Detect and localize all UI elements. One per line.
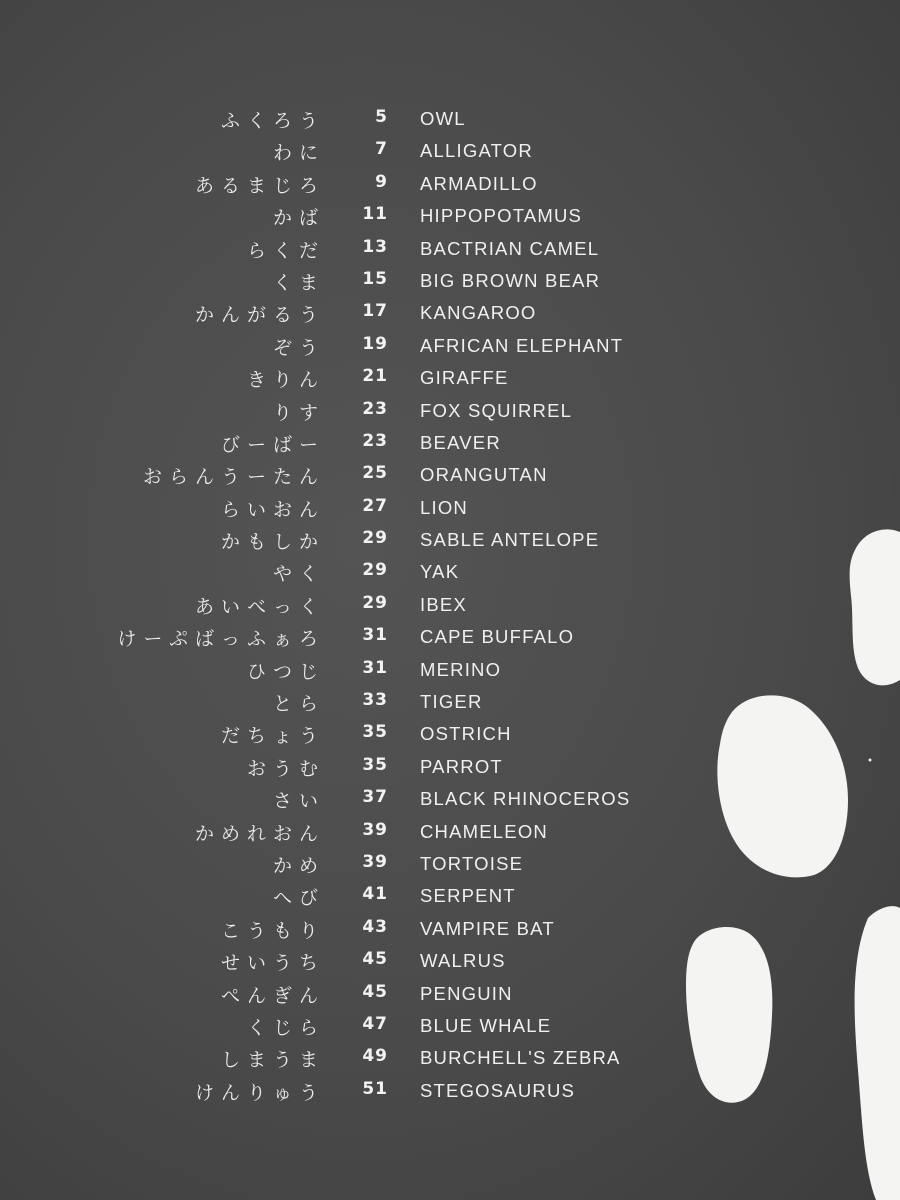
- toc-entry-english-name: BURCHELL'S ZEBRA: [420, 1047, 621, 1069]
- toc-entry-english-name: BACTRIAN CAMEL: [420, 237, 600, 259]
- toc-entry-page-number: 45: [362, 949, 388, 970]
- toc-entry-english-name: BIG BROWN BEAR: [420, 269, 601, 291]
- toc-entry-japanese-name: りす: [272, 401, 325, 424]
- toc-entry-english-name: FOX SQUIRREL: [420, 399, 573, 421]
- toc-entry-english-name: BLACK RHINOCEROS: [420, 788, 631, 810]
- toc-entry-english-name: TIGER: [420, 691, 483, 713]
- toc-entry-english-name: IBEX: [420, 593, 467, 615]
- toc-entry-english-name: KANGAROO: [420, 302, 537, 324]
- toc-entry-page-number: 35: [362, 722, 388, 743]
- toc-entry-japanese-name: かもしか: [220, 531, 325, 554]
- toc-entry-english-name: YAK: [420, 561, 460, 583]
- toc-entry-japanese-name: あいべっく: [194, 595, 325, 618]
- toc-entry-page-number: 31: [362, 625, 388, 646]
- toc-entry-english-name: ORANGUTAN: [420, 464, 548, 486]
- toc-entry-english-name: PENGUIN: [420, 982, 513, 1004]
- paw-speck: [869, 759, 872, 762]
- toc-entry-english-name: LION: [420, 496, 468, 518]
- toc-entry-page-number: 15: [362, 268, 388, 289]
- toc-entry-page-number: 39: [362, 819, 388, 840]
- toc-entry-page-number: 33: [362, 690, 388, 711]
- toc-entry-english-name: ARMADILLO: [420, 172, 538, 194]
- toc-entry-page-number: 43: [362, 916, 388, 937]
- toc-entry-page-number: 37: [362, 787, 388, 808]
- toc-entry-page-number: 9: [375, 171, 388, 192]
- toc-entry-english-name: OSTRICH: [420, 723, 512, 745]
- toc-entry-page-number: 35: [362, 754, 388, 775]
- toc-entry-japanese-name: おらんうーたん: [142, 466, 325, 489]
- toc-entry-japanese-name: くじら: [246, 1016, 325, 1039]
- toc-entry-page-number: 13: [362, 236, 388, 257]
- toc-entry-japanese-name: かんがるう: [194, 304, 325, 327]
- toc-entry-page-number: 21: [362, 366, 388, 387]
- toc-entry-japanese-name: けんりゅう: [194, 1081, 325, 1104]
- toc-entry-english-name: MERINO: [420, 658, 502, 680]
- toc-entry-page-number: 47: [362, 1013, 388, 1034]
- toc-entry-english-name: ALLIGATOR: [420, 140, 533, 162]
- toc-entry-page-number: 5: [375, 107, 388, 127]
- toc-entry-japanese-name: かめ: [272, 854, 325, 877]
- toc-entry-japanese-name: こうもり: [220, 919, 325, 942]
- toc-entry-english-name: BEAVER: [420, 431, 501, 453]
- toc-entry-japanese-name: ぺんぎん: [220, 984, 325, 1007]
- toc-entry-page-number: 39: [362, 851, 388, 872]
- toc-entry-japanese-name: せいうち: [220, 952, 325, 975]
- toc-entry-japanese-name: だちょう: [220, 725, 325, 748]
- toc-entry-japanese-name: かめれおん: [194, 822, 325, 845]
- toc-entry-page-number: 29: [362, 560, 388, 581]
- toc-entry-english-name: SABLE ANTELOPE: [420, 529, 600, 551]
- toc-entry-english-name: WALRUS: [420, 950, 506, 972]
- toc-entry-japanese-name: ふくろう: [220, 110, 325, 132]
- toc-entry-japanese-name: しまうま: [220, 1049, 325, 1072]
- toc-entry-japanese-name: らいおん: [220, 498, 325, 521]
- toc-entry-page-number: 49: [362, 1046, 388, 1067]
- toc-entry-page-number: 23: [362, 430, 388, 451]
- toc-entry-page-number: 19: [362, 333, 388, 354]
- paw-print-decoration: [680, 0, 900, 1200]
- toc-entry-english-name: CHAMELEON: [420, 820, 548, 842]
- toc-entry-japanese-name: へび: [272, 887, 325, 910]
- paw-blob-bottom-right: [855, 906, 900, 1200]
- toc-entry-page-number: 27: [362, 495, 388, 516]
- toc-entry-japanese-name: さい: [272, 790, 325, 813]
- toc-entry-page-number: 17: [362, 301, 388, 322]
- toc-entry-page-number: 29: [362, 592, 388, 613]
- toc-entry-page-number: 7: [375, 139, 388, 160]
- toc-entry-page-number: 29: [362, 528, 388, 549]
- toc-entry-japanese-name: ぞう: [272, 336, 325, 359]
- toc-entry-page-number: 31: [362, 657, 388, 678]
- toc-entry-english-name: HIPPOPOTAMUS: [420, 205, 583, 227]
- toc-entry-english-name: GIRAFFE: [420, 367, 509, 389]
- toc-entry-japanese-name: わに: [272, 142, 325, 165]
- toc-entry-japanese-name: かば: [272, 207, 325, 230]
- toc-entry-english-name: BLUE WHALE: [420, 1014, 552, 1036]
- toc-entry-japanese-name: らくだ: [246, 239, 325, 262]
- toc-entry-japanese-name: ひつじ: [246, 660, 325, 683]
- toc-entry-page-number: 25: [362, 463, 388, 484]
- toc-entry-japanese-name: けーぷばっふぁろ: [117, 628, 325, 651]
- toc-entry-page-number: 11: [362, 204, 388, 225]
- toc-entry-english-name: TORTOISE: [420, 852, 524, 874]
- toc-entry-japanese-name: びーばー: [220, 433, 325, 456]
- toc-entry-english-name: AFRICAN ELEPHANT: [420, 334, 624, 356]
- toc-entry-page-number: 23: [362, 398, 388, 419]
- toc-entry-english-name: OWL: [420, 108, 466, 129]
- toc-entry-english-name: PARROT: [420, 755, 503, 777]
- toc-entry-page-number: 41: [362, 884, 388, 905]
- paw-blob-bottom-left: [686, 927, 772, 1103]
- paw-blob-top: [850, 529, 900, 685]
- toc-entry-english-name: SERPENT: [420, 885, 516, 907]
- toc-entry-japanese-name: あるまじろ: [194, 174, 325, 197]
- toc-entry-english-name: CAPE BUFFALO: [420, 626, 575, 648]
- toc-entry-english-name: STEGOSAURUS: [420, 1079, 576, 1101]
- paw-blob-middle: [717, 695, 848, 877]
- toc-entry-japanese-name: くま: [272, 271, 325, 294]
- toc-entry-japanese-name: きりん: [246, 369, 325, 392]
- toc-entry-page-number: 45: [362, 981, 388, 1002]
- toc-entry-japanese-name: おうむ: [246, 757, 325, 780]
- toc-entry-english-name: VAMPIRE BAT: [420, 917, 555, 939]
- toc-entry-page-number: 51: [362, 1078, 388, 1099]
- toc-entry-japanese-name: とら: [272, 693, 325, 716]
- toc-entry-japanese-name: やく: [272, 563, 325, 586]
